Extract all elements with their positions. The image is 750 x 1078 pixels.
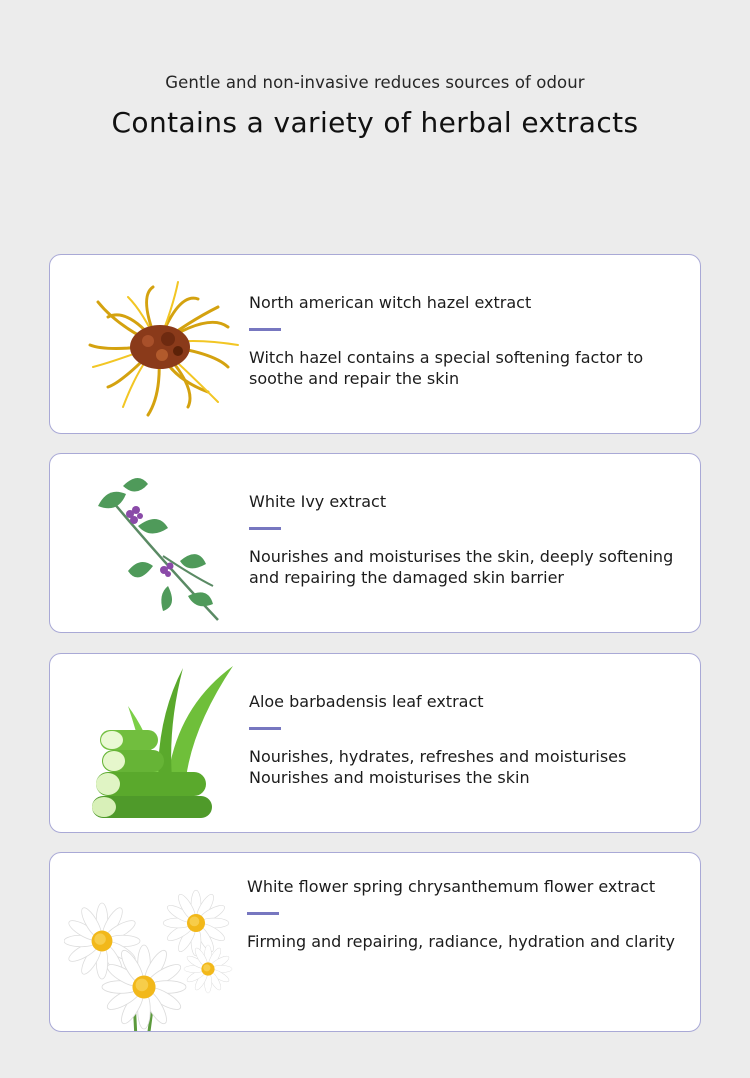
accent-divider (247, 912, 279, 915)
ingredient-text (247, 877, 677, 952)
chrysanthemum-icon (64, 889, 244, 1032)
page-subtitle: Gentle and non-invasive reduces sources of odour (165, 73, 585, 92)
ingredient-card-white-ivy (49, 453, 701, 633)
ingredient-name: Aloe barbadensis leaf extract (249, 692, 484, 711)
ingredient-description: Nourishes and moisturises the skin, deeply softening and repairing the damaged skin barrier (249, 547, 674, 587)
ingredient-text (249, 492, 679, 588)
ingredient-name: White flower spring chrysanthemum flower extract (247, 877, 656, 896)
ingredient-text (249, 692, 679, 788)
page-title: Contains a variety of herbal extracts (111, 106, 639, 139)
ingredient-text (249, 293, 679, 389)
accent-divider (249, 527, 281, 530)
ingredient-description: Firming and repairing, radiance, hydration and clarity (247, 932, 675, 951)
ingredient-description: Witch hazel contains a special softening factor to soothe and repair the skin (249, 348, 644, 388)
ingredient-description: Nourishes, hydrates, refreshes and moisturises Nourishes and moisturises the skin (249, 747, 627, 787)
white-ivy-icon (68, 466, 248, 622)
accent-divider (249, 328, 281, 331)
ingredient-name: White Ivy extract (249, 492, 387, 511)
ingredient-card-aloe (49, 653, 701, 833)
ingredient-card-chrysanthemum (49, 852, 701, 1032)
witch-hazel-icon (68, 267, 248, 423)
accent-divider (249, 727, 281, 730)
ingredient-card-witch-hazel (49, 254, 701, 434)
aloe-icon (68, 666, 248, 822)
ingredient-name: North american witch hazel extract (249, 293, 532, 312)
